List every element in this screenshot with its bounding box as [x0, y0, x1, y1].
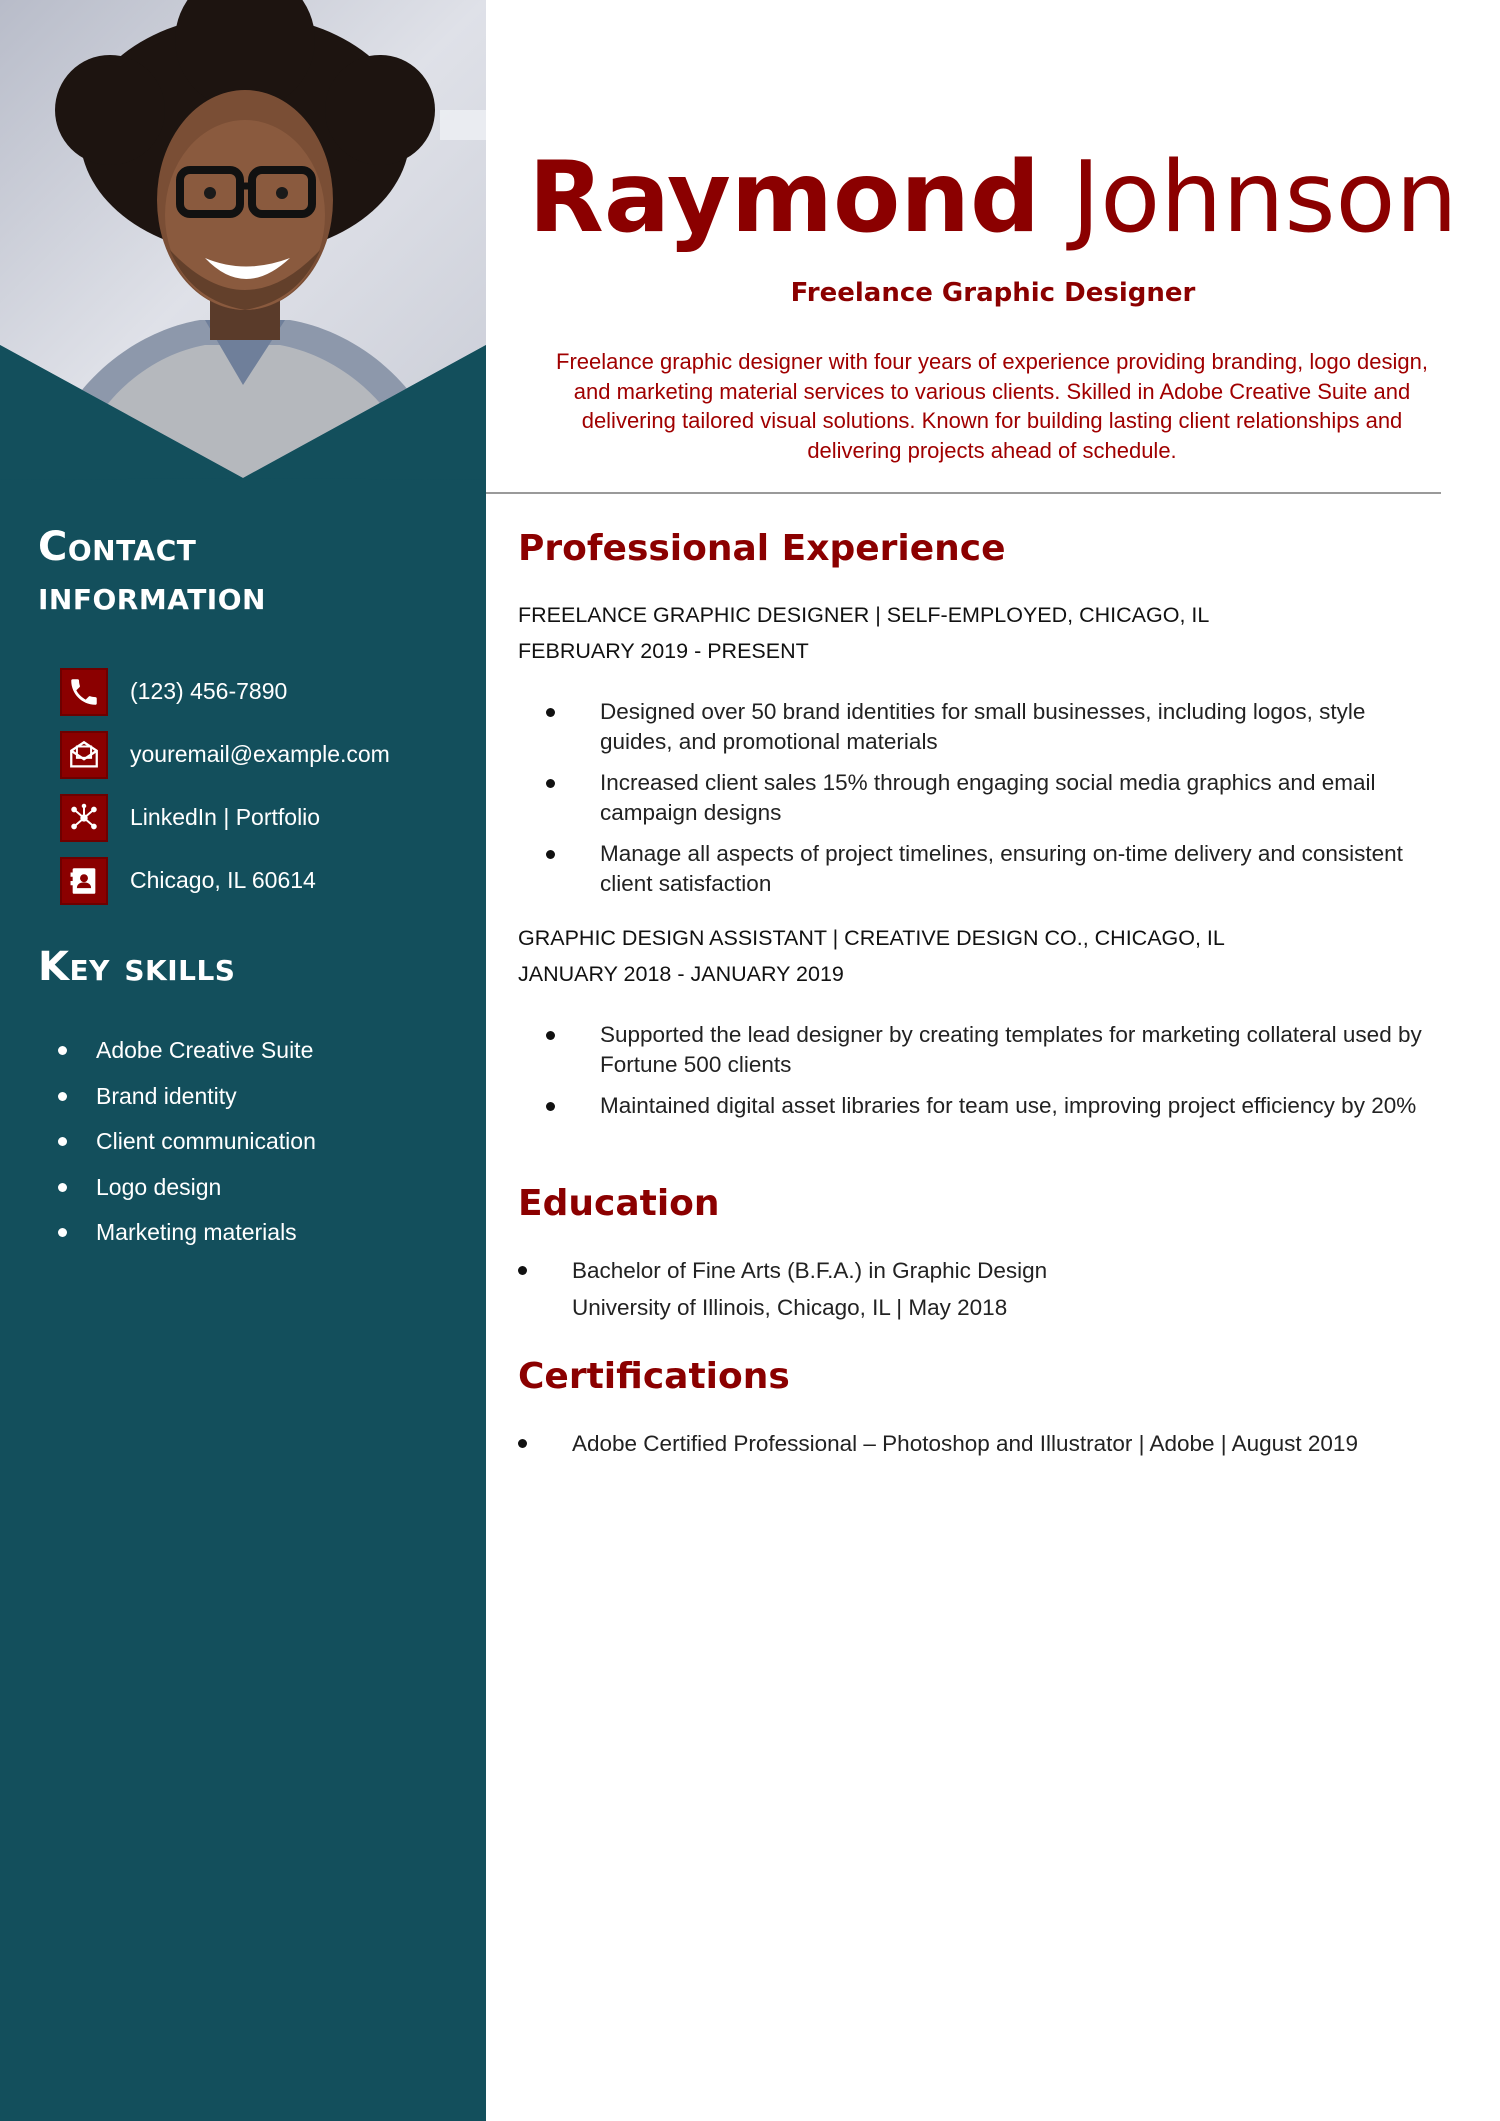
- contact-links[interactable]: [60, 786, 480, 849]
- education-heading: Education: [518, 1183, 720, 1224]
- job-bullets: [544, 697, 1424, 910]
- address-card-icon: [60, 857, 108, 905]
- bullet-dot: [518, 1266, 527, 1275]
- skill-item: [58, 1028, 316, 1074]
- contact-phone: [60, 660, 480, 723]
- skill-item: [58, 1210, 316, 1256]
- skill-item: [58, 1119, 316, 1165]
- list-item: [544, 1091, 1424, 1121]
- candidate-name: [486, 138, 1500, 258]
- education-entry: [516, 1252, 1436, 1326]
- degree-text: Bachelor of Fine Arts (B.F.A.) in Graphic Design: [572, 1258, 1048, 1283]
- contact-heading: [38, 523, 266, 621]
- list-item: [544, 697, 1424, 756]
- bullet-text: Designed over 50 brand identities for small businesses, including logos, style guides, and promotional materials: [600, 699, 1366, 754]
- bullet-dot: [546, 708, 555, 717]
- skill-item: [58, 1074, 316, 1120]
- education-school: University of Illinois, Chicago, IL | May 2018: [572, 1295, 1008, 1320]
- phone-icon: [60, 668, 108, 716]
- header-divider: [486, 492, 1441, 494]
- experience-heading: Professional Experience: [518, 528, 1006, 569]
- network-icon: [60, 794, 108, 842]
- bullet-dot: [58, 1092, 67, 1101]
- skills-list: [58, 1028, 316, 1256]
- bullet-dot: [546, 850, 555, 859]
- bullet-dot: [58, 1183, 67, 1192]
- job-title: Freelance Graphic Designer: [790, 278, 1196, 308]
- certification-text: Adobe Certified Professional – Photoshop and Illustrator | Adobe | August 2019: [572, 1431, 1358, 1456]
- contact-address-text: Chicago, IL 60614: [130, 867, 316, 893]
- email-icon: [60, 731, 108, 779]
- contact-email[interactable]: [60, 723, 480, 786]
- skill-text: Marketing materials: [96, 1219, 297, 1246]
- skill-text: Brand identity: [96, 1082, 237, 1109]
- contact-list: [60, 660, 480, 912]
- sidebar: [0, 0, 486, 2121]
- profile-summary: Freelance graphic designer with four years of experience providing branding, logo design, and marketing material services to various clients. Skilled in Adobe Creative Suite and delivering tailored visual solutions. Known for building lasting client relationships and delivering projects ahead of schedule.: [556, 349, 1428, 463]
- bullet-dot: [58, 1228, 67, 1237]
- certification-item: [516, 1425, 1436, 1462]
- bullet-text: Increased client sales 15% through engaging social media graphics and email campaign designs: [600, 770, 1376, 825]
- job-dates: FEBRUARY 2019 - PRESENT: [518, 639, 809, 663]
- contact-address: [60, 849, 480, 912]
- list-item: [544, 768, 1424, 827]
- certifications-heading: Certifications: [518, 1356, 790, 1397]
- main-content: [486, 0, 1500, 2121]
- job-dates: JANUARY 2018 - JANUARY 2019: [518, 962, 844, 986]
- first-name: Raymond: [528, 141, 1041, 255]
- bullet-text: Manage all aspects of project timelines, ensuring on-time delivery and consistent client satisfaction: [600, 841, 1403, 896]
- bullet-dot: [58, 1046, 67, 1055]
- certification-entry: [516, 1425, 1436, 1462]
- skill-text: Client communication: [96, 1128, 316, 1155]
- bullet-dot: [546, 1031, 555, 1040]
- profile-photo: [0, 0, 486, 480]
- contact-heading-line2: information: [38, 573, 266, 619]
- last-name: Johnson: [1071, 141, 1458, 255]
- contact-links-text[interactable]: LinkedIn | Portfolio: [130, 804, 321, 830]
- education-degree: [516, 1252, 1436, 1289]
- contact-email-text[interactable]: youremail@example.com: [130, 741, 390, 767]
- job-role: FREELANCE GRAPHIC DESIGNER | SELF-EMPLOYED, CHICAGO, IL: [518, 603, 1210, 627]
- bullet-text: Supported the lead designer by creating templates for marketing collateral used by Fortune 500 clients: [600, 1022, 1422, 1077]
- job-role: GRAPHIC DESIGN ASSISTANT | CREATIVE DESIGN CO., CHICAGO, IL: [518, 926, 1225, 950]
- list-item: [544, 839, 1424, 898]
- bullet-dot: [518, 1439, 527, 1448]
- skill-text: Adobe Creative Suite: [96, 1037, 314, 1064]
- bullet-dot: [546, 779, 555, 788]
- skill-item: [58, 1165, 316, 1211]
- contact-heading-line1: Contact: [38, 524, 197, 570]
- skills-heading: Key skills: [38, 944, 236, 990]
- bullet-dot: [546, 1102, 555, 1111]
- bullet-text: Maintained digital asset libraries for team use, improving project efficiency by 20%: [600, 1093, 1417, 1118]
- bullet-dot: [58, 1137, 67, 1146]
- list-item: [544, 1020, 1424, 1079]
- skill-text: Logo design: [96, 1173, 222, 1200]
- job-bullets: [544, 1020, 1424, 1133]
- contact-phone-text: (123) 456-7890: [130, 678, 288, 704]
